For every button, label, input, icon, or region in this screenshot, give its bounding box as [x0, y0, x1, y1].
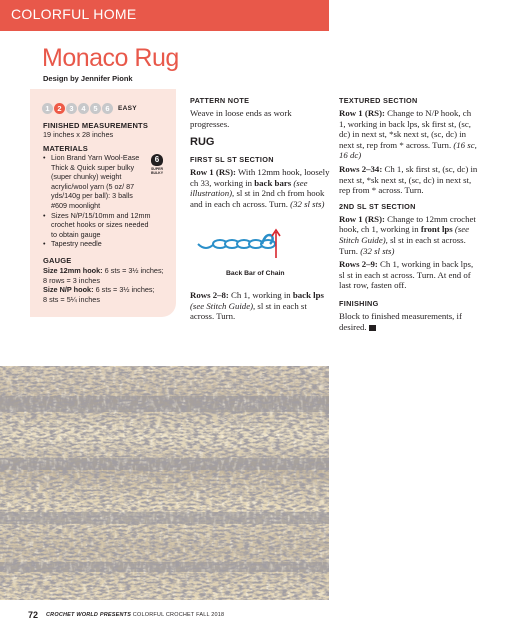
chain-links — [213, 240, 275, 248]
material-item: • Lion Brand Yarn Wool-Ease Thick & Quick super bulky (super chunky) weight acrylic/wool yarn (5 oz/ 87 yds/140g per ball): 3 balls #609 moonlight — [43, 153, 151, 211]
second-sl-st-heading: 2ND SL ST SECTION — [339, 201, 416, 211]
row-label: Rows 2–8: — [190, 290, 229, 300]
skill-dot: 5 — [90, 103, 101, 114]
yarn-weight-icon — [149, 154, 165, 174]
row-label: Rows 2–34: — [339, 163, 383, 174]
row-ref: (see Stitch Guide) — [339, 224, 470, 245]
row-term: back bars — [254, 177, 292, 188]
row-text: Change to N/P hook, ch 1, working in back lps, sk first st, (sc, dc) in next st, *sk next st, (sc, dc) in next st, rep from * across. Turn. — [339, 108, 472, 150]
materials-heading: MATERIALS — [43, 144, 88, 153]
rows-2-8-text — [190, 290, 330, 322]
row-text: , sl st in each st across. Turn. — [339, 234, 466, 256]
row-count: (32 sl sts) — [358, 245, 395, 256]
finishing-text — [339, 311, 479, 332]
skill-dot: 4 — [78, 103, 89, 114]
skill-dot-active: 2 — [54, 103, 65, 114]
section-banner — [0, 0, 329, 31]
publication-footer — [46, 612, 224, 618]
gauge-line4: 8 sts = 5¼ inches — [43, 294, 100, 304]
second-rows2-9-text — [339, 259, 479, 291]
materials-list — [43, 153, 151, 249]
pattern-title: Monaco Rug — [42, 44, 179, 72]
skill-label: EASY — [118, 105, 137, 112]
gauge-line3: 6 sts = 3½ inches; — [93, 285, 155, 295]
chain-tail — [198, 244, 214, 248]
gauge-text — [43, 266, 173, 304]
textured-row1-text — [339, 108, 479, 161]
publication-issue: COLORFUL CROCHET FALL 2018 — [131, 612, 225, 618]
row-term: back lps — [292, 290, 324, 300]
finished-heading: FINISHED MEASUREMENTS — [43, 121, 149, 130]
row-label: Rows 2–9: — [339, 259, 378, 270]
second-row1-text — [339, 214, 479, 256]
row-text: Ch 1, working in back lps, sl st in each st across. Turn. At end of last row, fasten off. — [339, 259, 474, 291]
designer-credit: Design by Jennifer Pionk — [43, 74, 133, 83]
row-ref: (see Stitch Guide) — [190, 300, 254, 311]
row-text: , sl st in 2nd ch from hook and in each ch across. Turn. — [190, 188, 325, 209]
back-bar-chain-illustration — [196, 226, 296, 266]
gauge-hook-12mm: Size 12mm hook: — [43, 266, 103, 275]
material-item: • Tapestry needle — [43, 239, 151, 249]
pattern-note-heading: PATTERN NOTE — [190, 96, 250, 105]
row-label: Row 1 (RS): — [190, 167, 236, 178]
skill-level — [42, 102, 137, 115]
row-count: (16 sc, 16 dc) — [339, 139, 477, 161]
yarn-weight-label: SUPER BULKY — [150, 167, 164, 175]
middle-column — [190, 96, 330, 210]
row-ref: (see illustration) — [190, 177, 308, 199]
row-text: With 12mm hook, loosely ch 33, working in — [190, 167, 330, 188]
textured-rows2-34-text — [339, 164, 479, 196]
row-label: Row 1 (RS): — [339, 108, 385, 118]
row-text: , sl st in each st across. Turn. — [190, 300, 307, 322]
textured-heading: TEXTURED SECTION — [339, 96, 418, 105]
illustration-caption: Back Bar of Chain — [226, 270, 285, 277]
section-banner-label: COLORFUL HOME — [11, 6, 137, 22]
skill-dot: 1 — [42, 103, 53, 114]
publication-name: CROCHET WORLD PRESENTS — [46, 612, 132, 618]
first-sl-st-heading: FIRST SL ST SECTION — [190, 155, 274, 165]
gauge-line1: 6 sts = 3½ inches; — [102, 266, 164, 275]
finishing-body: Block to finished measurements, if desired. — [339, 310, 462, 332]
rug-texture-photo — [0, 366, 329, 600]
page-number: 72 — [28, 610, 39, 620]
row-term: front lps — [420, 224, 453, 235]
finishing-heading: FINISHING — [339, 298, 379, 308]
row-count: (32 sl sts) — [287, 198, 325, 209]
yarn-weight-number: 6 — [151, 154, 163, 166]
row-text: Ch 1, working in — [228, 290, 293, 300]
end-mark-icon — [369, 325, 376, 331]
row-text: Ch 1, sk first st, (sc, dc) in next st, *sk next st, (sc, dc) in next st, rep from * across. Turn. — [339, 163, 478, 196]
finished-value: 19 inches x 28 inches — [43, 130, 114, 139]
row-label: Row 1 (RS): — [339, 213, 385, 224]
rug-heading: RUG — [190, 136, 215, 149]
first-row1-text — [190, 167, 330, 209]
material-item: • Sizes N/P/15/10mm and 12mm crochet hooks or sizes needed to obtain gauge — [43, 211, 151, 240]
pattern-note-text: Weave in loose ends as work progresses. — [190, 108, 292, 129]
skill-dot: 3 — [66, 103, 77, 114]
gauge-line2: 8 rows = 3 inches — [43, 275, 100, 285]
skill-dot: 6 — [102, 103, 113, 114]
gauge-hook-np: Size N/P hook: — [43, 285, 94, 295]
gauge-heading: GAUGE — [43, 256, 72, 265]
row-text: Change to 12mm crochet hook, ch 1, working in — [339, 213, 476, 235]
right-column — [339, 96, 479, 332]
